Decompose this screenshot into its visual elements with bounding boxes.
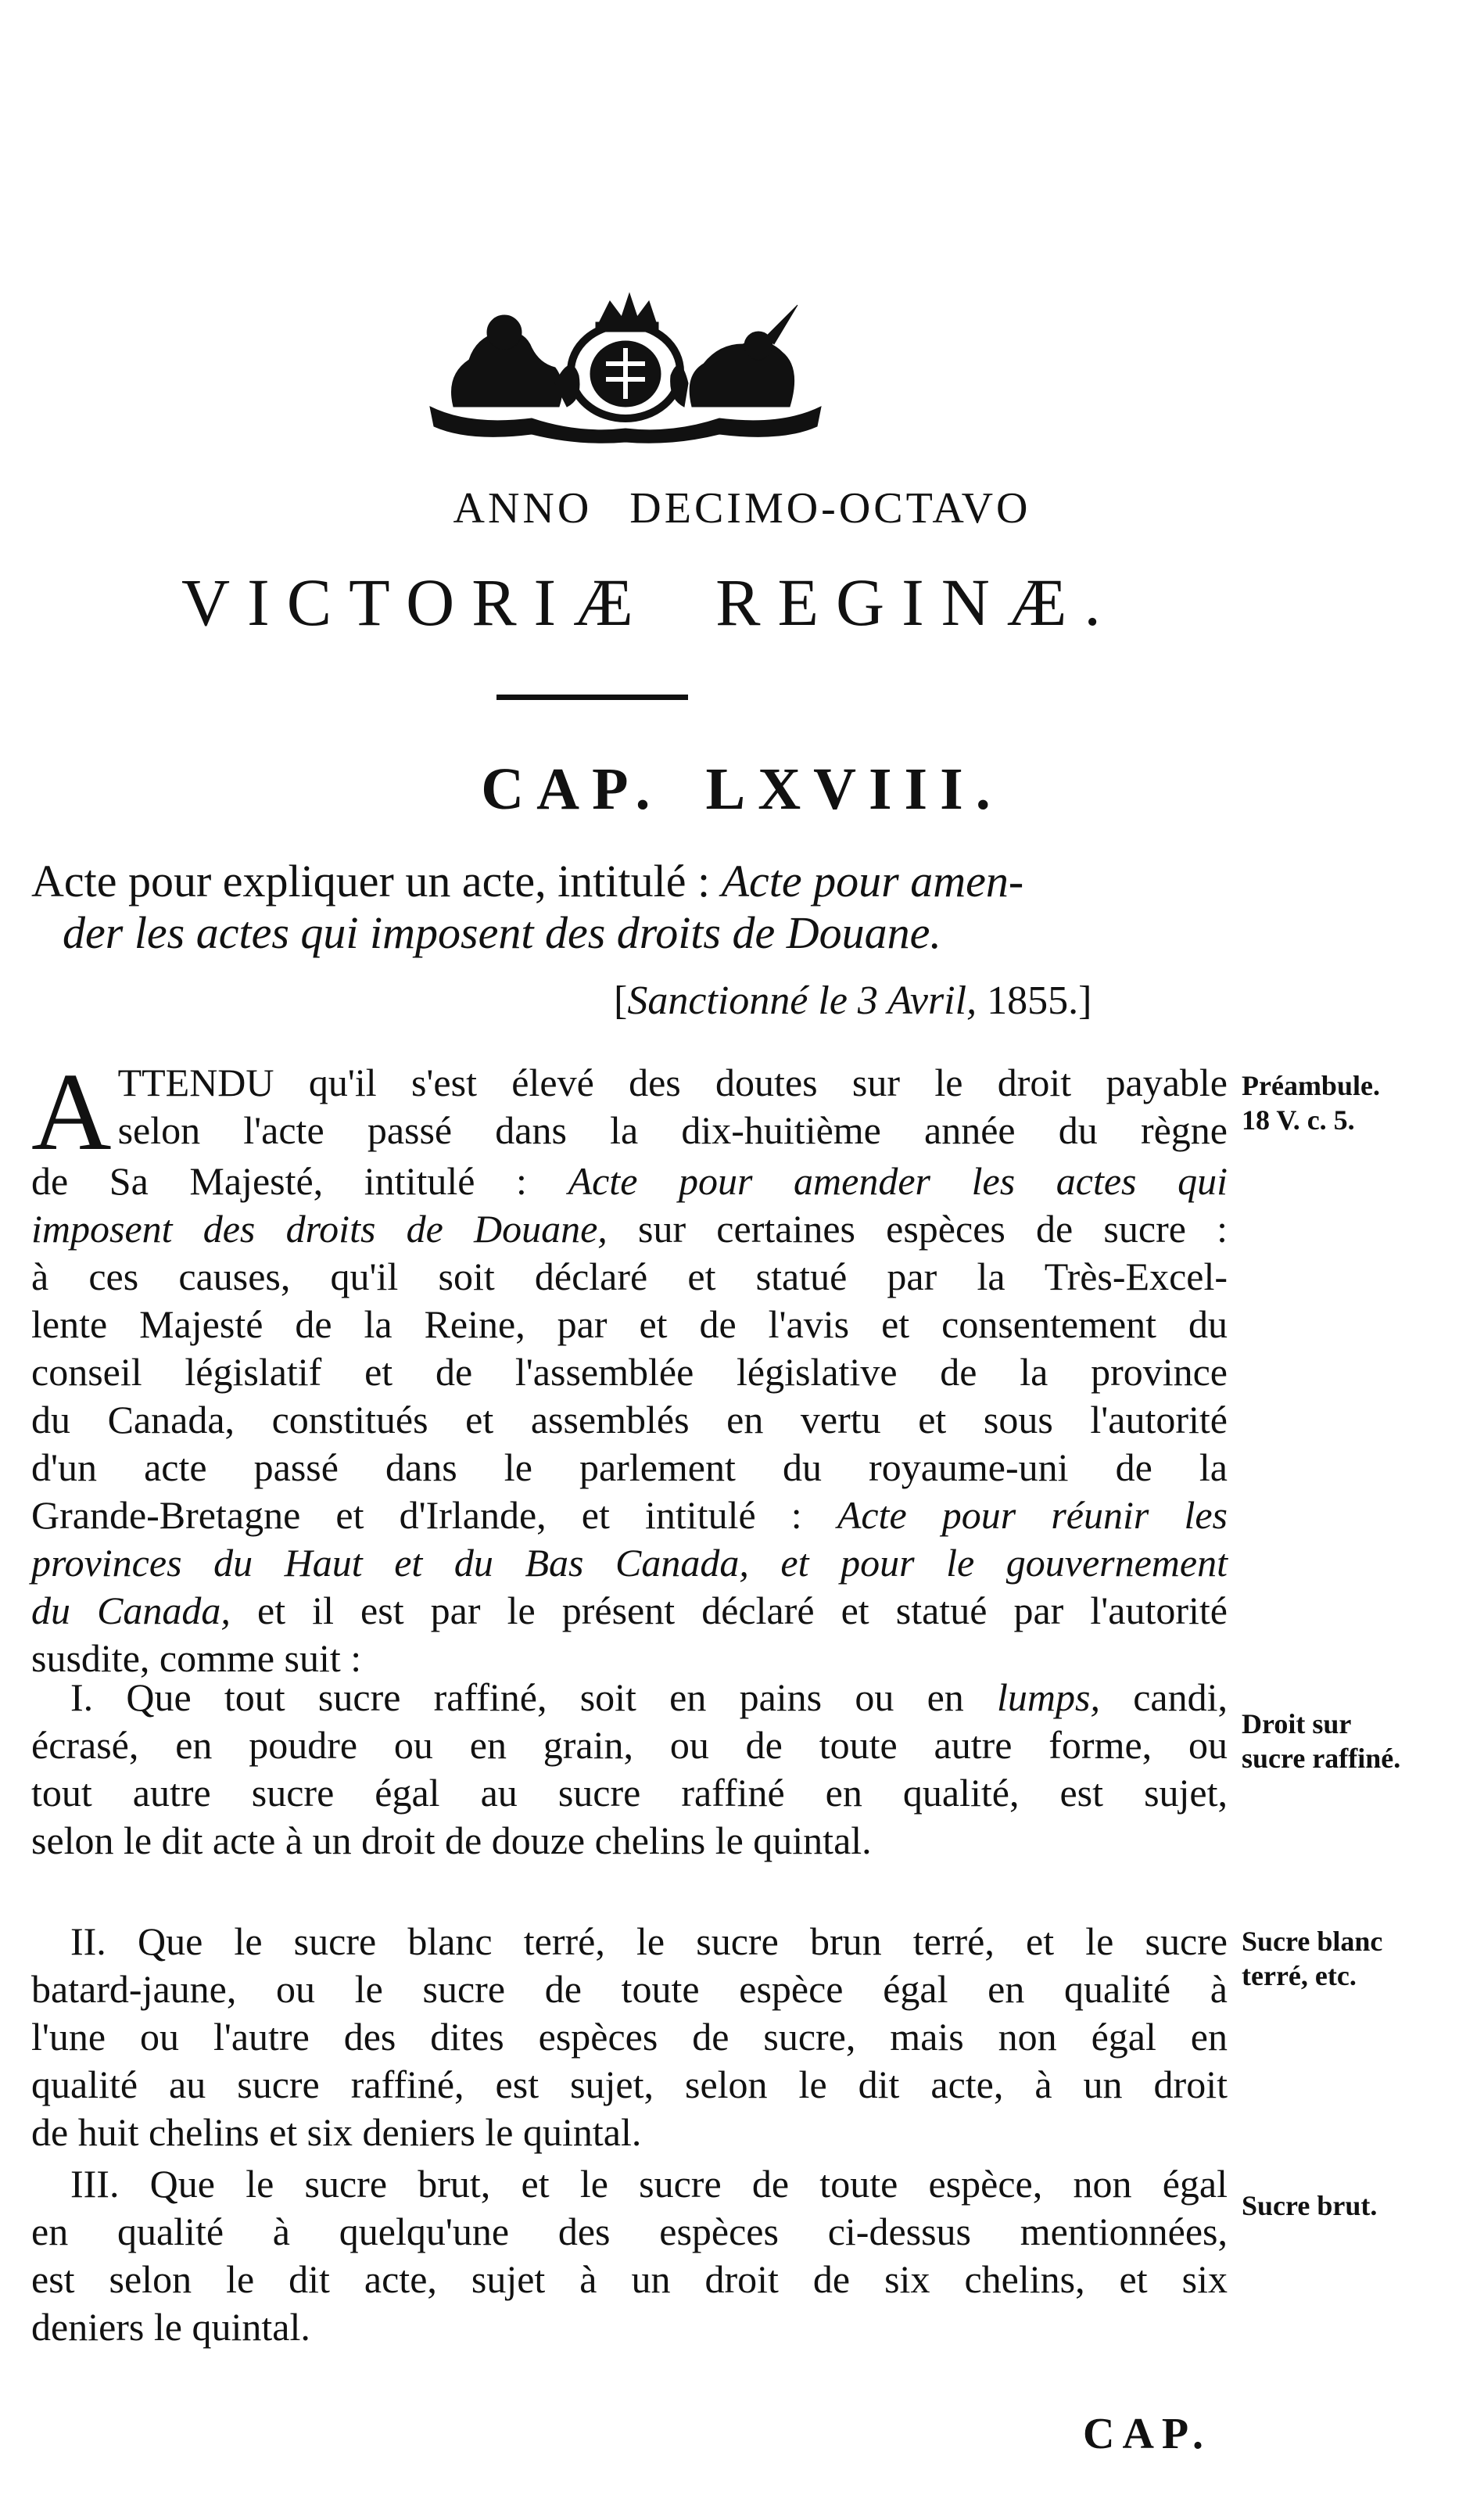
chapter-number: CAP. LXVIII. [481, 756, 1003, 822]
section-line: écrasé, en poudre ou en grain, ou de toute autre forme, ou [31, 1723, 1228, 1767]
act-title-line-2: der les actes qui imposent des droits de Douane. [63, 907, 941, 958]
sanction-date: [Sanctionné le 3 Avril, 1855.] [614, 978, 1092, 1023]
section-line: III. Que le sucre brut, et le sucre de toute espèce, non égal [70, 2162, 1228, 2206]
preamble-line: imposent des droits de Douane, sur certaines espèces de sucre : [31, 1207, 1228, 1251]
section-line: l'une ou l'autre des dites espèces de sucre, mais non égal en [31, 2015, 1228, 2059]
section-2-paragraph [31, 1918, 1228, 2156]
section-3-paragraph [31, 2160, 1228, 2351]
margin-note-preamble: Préambule. 18 V. c. 5. [1242, 1070, 1380, 1136]
drop-cap: A [31, 1050, 112, 1173]
preamble-line: selon l'acte passé dans la dix-huitième année du règne [117, 1108, 1228, 1152]
preamble-line: lente Majesté de la Reine, par et de l'avis et consentement du [31, 1302, 1228, 1346]
section-line: est selon le dit acte, sujet à un droit de six chelins, et six [31, 2257, 1228, 2301]
section-1-paragraph [31, 1674, 1228, 1865]
anno-word: ANNO [453, 484, 593, 533]
preamble-line: TTENDU qu'il s'est élevé des doutes sur le droit payable [117, 1061, 1228, 1104]
preamble-paragraph [31, 1050, 1228, 1682]
victoriae-reginae-heading: VICTORIÆ REGINÆ. [181, 565, 1118, 640]
preamble-line: conseil législatif et de l'assemblée législative de la province [31, 1350, 1228, 1394]
decimo-octavo-word: DECIMO-OCTAVO [629, 484, 1031, 533]
section-line: deniers le quintal. [31, 2305, 310, 2349]
preamble-line: à ces causes, qu'il soit déclaré et statué par la Très-Excel- [31, 1255, 1228, 1298]
preamble-line: susdite, comme suit : [31, 1636, 362, 1680]
regnal-year-heading [0, 483, 1484, 533]
preamble-line: provinces du Haut et du Bas Canada, et pour le gouvernement [31, 1541, 1228, 1585]
section-line: II. Que le sucre blanc terré, le sucre brun terré, et le sucre [70, 1919, 1228, 1963]
act-title [31, 856, 1235, 959]
preamble-line: du Canada, constitués et assemblés en vertu et sous l'autorité [31, 1398, 1228, 1441]
preamble-line: du Canada, et il est par le présent déclaré et statué par l'autorité [31, 1589, 1228, 1632]
royal-coat-of-arms-icon [422, 289, 829, 446]
section-line: tout autre sucre égal au sucre raffiné en qualité, est sujet, [31, 1771, 1228, 1815]
preamble-line: Grande-Bretagne et d'Irlande, et intitulé : Acte pour réunir les [31, 1493, 1228, 1537]
section-line: en qualité à quelqu'une des espèces ci-dessus mentionnées, [31, 2210, 1228, 2253]
margin-note-section-3: Sucre brut. [1242, 2190, 1378, 2221]
heading-divider [496, 695, 688, 700]
section-line: qualité au sucre raffiné, est sujet, selon le dit acte, à un droit [31, 2062, 1228, 2106]
section-line: batard-jaune, ou le sucre de toute espèce égal en qualité à [31, 1967, 1228, 2011]
section-line: selon le dit acte à un droit de douze chelins le quintal. [31, 1818, 872, 1862]
catchword: CAP. [1083, 2410, 1211, 2458]
margin-note-section-2: Sucre blanc terré, etc. [1242, 1926, 1383, 1991]
preamble-line: de Sa Majesté, intitulé : Acte pour amender les actes qui [31, 1159, 1228, 1203]
section-line: I. Que tout sucre raffiné, soit en pains ou en lumps, candi, [70, 1675, 1228, 1719]
act-title-line-1: Acte pour expliquer un acte, intitulé : Acte pour amen- [31, 856, 1024, 906]
margin-note-section-1: Droit sur sucre raffiné. [1242, 1708, 1401, 1774]
preamble-line: d'un acte passé dans le parlement du royaume-uni de la [31, 1445, 1228, 1489]
section-line: de huit chelins et six deniers le quintal. [31, 2110, 642, 2154]
